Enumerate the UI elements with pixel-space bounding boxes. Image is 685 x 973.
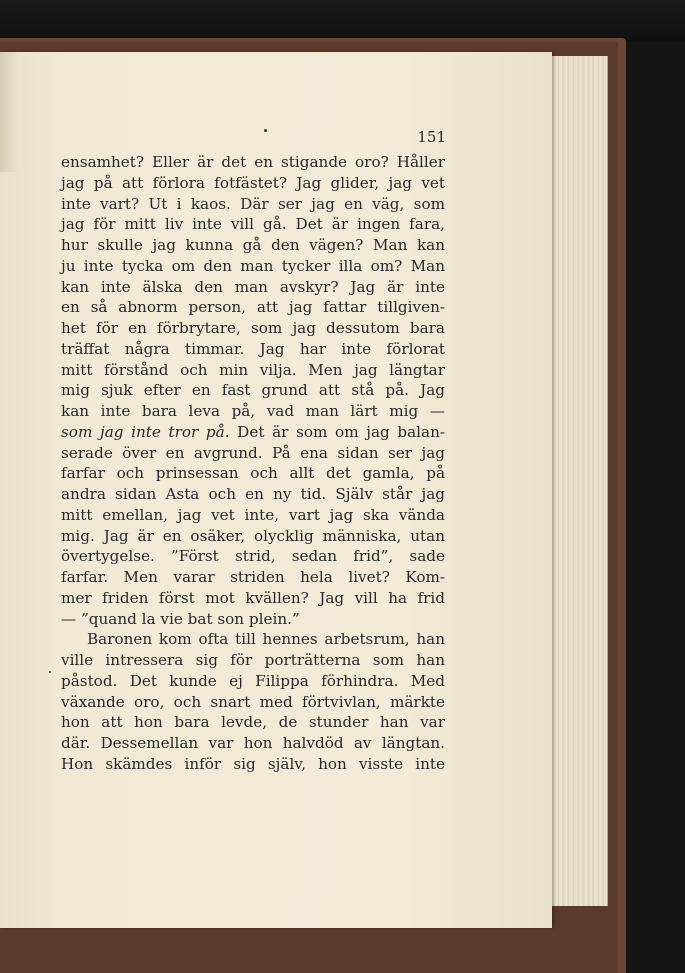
- line-text: Hon skämdes inför sig själv, hon visste inte: [61, 754, 445, 773]
- page-number: 151: [417, 128, 446, 146]
- text-line: [61, 484, 445, 505]
- line-text: kan inte bara leva på, vad man lärt mig —: [61, 402, 445, 420]
- line-text: Det är som om jag balan-: [229, 422, 445, 441]
- text-line: [61, 422, 445, 443]
- line-text: farfar. Men varar striden hela livet? Kom-: [61, 568, 445, 586]
- page-edges: [545, 56, 608, 906]
- body-text: [61, 152, 445, 775]
- speck-mark: [264, 129, 267, 132]
- text-line: [61, 380, 445, 401]
- text-line: [61, 629, 445, 650]
- text-line: [61, 671, 445, 692]
- line-text: farfar och prinsessan och allt det gamla, på: [61, 464, 445, 483]
- background-top: [0, 0, 685, 42]
- text-line: [61, 463, 445, 484]
- line-text: het för en förbrytare, som jag dessutom bara: [61, 319, 445, 337]
- text-line: [61, 214, 445, 235]
- text-line: [61, 277, 445, 298]
- text-line: [61, 194, 445, 215]
- line-text: jag på att förlora fotfästet? Jag glider, jag vet: [61, 173, 445, 192]
- text-line: [61, 588, 445, 609]
- text-line: [61, 692, 445, 713]
- text-line: [61, 733, 445, 754]
- line-text: mitt emellan, jag vet inte, vart jag ska vända: [61, 505, 445, 524]
- text-line: [61, 173, 445, 194]
- text-line: [61, 712, 445, 733]
- text-line: [61, 546, 445, 567]
- page-shadow: [0, 52, 18, 172]
- line-text: jag för mitt liv inte vill gå. Det är ingen fara,: [61, 215, 445, 234]
- line-text: ju inte tycka om den man tycker illa om? Man: [61, 256, 445, 275]
- text-line: [61, 609, 445, 630]
- line-text: mer friden först mot kvällen? Jag vill ha frid: [61, 588, 445, 607]
- text-line: [61, 567, 445, 588]
- speck-mark: [49, 671, 51, 673]
- line-text: mig sjuk efter en fast grund att stå på. Jag: [61, 381, 445, 400]
- line-text: inte vart? Ut i kaos. Där ser jag en väg, som: [61, 194, 445, 213]
- line-text: Baronen kom ofta till hennes arbetsrum, han: [87, 630, 445, 649]
- text-line: [61, 152, 445, 173]
- text-line: [61, 650, 445, 671]
- line-text: hon att hon bara levde, de stunder han var: [61, 713, 445, 732]
- line-text: ville intressera sig för porträtterna som han: [61, 651, 445, 669]
- line-text: växande oro, och snart med förtvivlan, märkte: [61, 692, 445, 711]
- italic-phrase: som jag inte tror på.: [61, 422, 230, 441]
- line-text: serade över en avgrund. På ena sidan ser jag: [61, 443, 445, 462]
- text-line: [61, 526, 445, 547]
- line-text: mitt förstånd och min vilja. Men jag längtar: [61, 360, 445, 379]
- text-line: [61, 505, 445, 526]
- line-text: en så abnorm person, att jag fattar tillgiven-: [61, 298, 445, 317]
- text-line: [61, 235, 445, 256]
- text-line: [61, 297, 445, 318]
- text-line: [61, 256, 445, 277]
- line-text: träffat några timmar. Jag har inte förlorat: [61, 339, 445, 358]
- line-text: andra sidan Asta och en ny tid. Själv står jag: [61, 485, 445, 503]
- line-text: ensamhet? Eller är det en stigande oro? Håller: [61, 153, 445, 171]
- line-text: påstod. Det kunde ej Filippa förhindra. Med: [61, 671, 445, 690]
- line-text: — ”quand la vie bat son plein.”: [61, 609, 300, 628]
- text-line: [61, 318, 445, 339]
- text-line: [61, 401, 445, 422]
- text-line: [61, 339, 445, 360]
- line-text: mig. Jag är en osäker, olycklig människa, utan: [61, 526, 445, 545]
- text-line: [61, 360, 445, 381]
- line-text: hur skulle jag kunna gå den vägen? Man kan: [61, 236, 445, 254]
- line-text: där. Dessemellan var hon halvdöd av längtan.: [61, 734, 445, 752]
- line-text: kan inte älska den man avskyr? Jag är inte: [61, 277, 445, 296]
- text-line: [61, 443, 445, 464]
- text-line: [61, 754, 445, 775]
- line-text: övertygelse. ”Först strid, sedan frid”, sade: [61, 547, 445, 566]
